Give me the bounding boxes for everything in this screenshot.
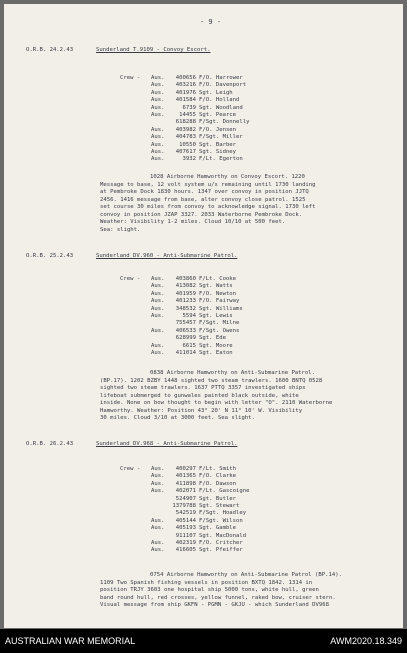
crew-service: Aus.	[151, 539, 165, 546]
crew-service: Aus.	[151, 141, 165, 148]
orb-date: O.R.B. 26.2.43	[26, 441, 74, 447]
narrative-line: Weather: Visibility 1-2 miles. Cloud 10/10 at 500 feet.	[100, 219, 286, 225]
crew-row	[120, 328, 319, 335]
crew-label	[120, 90, 151, 97]
crew-row	[120, 276, 319, 283]
crew-label	[120, 343, 151, 350]
crew-service-number: 402319	[175, 539, 196, 546]
crew-service-number: 400297	[175, 466, 196, 472]
narrative-line: band round hull, red crosses, yellow funnel, raked bow, cruiser stern.	[100, 594, 336, 601]
crew-service-number: 10550	[179, 141, 196, 148]
narrative-line: sighted two steam trawlers. 1637 PTTQ 3357 investigated ships	[100, 385, 306, 391]
crew-service-number: 628999	[175, 335, 196, 342]
crew-row	[120, 547, 319, 554]
crew-service: Aus.	[151, 156, 165, 163]
crew-service-number: 411014	[175, 349, 196, 356]
narrative	[100, 370, 390, 423]
crew-name: F/O. Clarke	[199, 473, 237, 480]
crew-name: Sgt. Williams	[199, 305, 243, 312]
crew-service-number: 524907	[175, 495, 196, 502]
crew-service: Aus.	[151, 298, 165, 305]
section-title: Sunderland T.9109 - Convoy Escort.	[96, 47, 211, 53]
crew-name: F/O. Davenport	[199, 82, 247, 89]
crew-service: Aus.	[151, 75, 165, 81]
crew-name: Sgt. Lewis	[199, 312, 233, 319]
narrative-line: (BP.17). 1202 BZBY 1448 sighted two steam trawlers. 1600 BNTQ 0528	[100, 377, 323, 384]
crew-name: Sgt. Stewart	[199, 502, 240, 509]
section-heading	[26, 47, 211, 55]
crew-row	[120, 90, 319, 97]
crew-row	[120, 320, 319, 327]
crew-row	[120, 343, 319, 350]
crew-label	[120, 503, 151, 510]
crew-service-number: 413082	[175, 283, 196, 290]
crew-label	[120, 149, 151, 156]
crew-row	[120, 466, 319, 473]
crew-service-number: 405144	[175, 517, 196, 524]
crew-service-number: 401365	[175, 473, 196, 480]
crew-name: Sgt. Barber	[199, 141, 237, 148]
crew-row	[120, 134, 319, 141]
crew-service: Aus.	[151, 104, 165, 111]
crew-label	[120, 298, 151, 305]
crew-row	[120, 283, 319, 290]
narrative-line: lifeboat submerged to gunwales painted black outside, white	[100, 392, 299, 399]
narrative-line: convoy in position JZAP 3327. 2033 Waterborne Pembroke Dock.	[100, 211, 303, 218]
crew-row	[120, 503, 319, 510]
crew-label	[120, 540, 151, 547]
crew-row	[120, 105, 319, 112]
crew-service-number: 404783	[175, 134, 196, 141]
crew-service-number: 403216	[175, 82, 196, 89]
crew-name: Sgt. Leigh	[199, 89, 233, 96]
narrative-line: 2456. 1416 message from base, alter convoy close patrol. 1525	[100, 196, 306, 203]
crew-service: Aus.	[151, 305, 165, 312]
crew-row	[120, 112, 319, 119]
crew-list	[120, 75, 319, 164]
narrative-line: position TRJY 3603 one hospital ship 5000 tons, white hull, green	[100, 587, 319, 593]
crew-row	[120, 540, 319, 547]
crew-service: Aus.	[151, 276, 165, 282]
crew-name: Sgt. Butler	[199, 495, 237, 502]
crew-label	[120, 283, 151, 290]
crew-service-number: 401584	[175, 97, 196, 104]
narrative-line: Hamworthy. Weather: Position 43° 20' N 11° 10' W. Visibility	[100, 407, 303, 414]
crew-label	[120, 320, 151, 327]
crew-service-number: 348532	[175, 305, 196, 312]
narrative-line: set course 30 miles from convoy to acknowledge signal. 1730 left	[100, 204, 316, 210]
institution-name: AUSTRALIAN WAR MEMORIAL	[5, 636, 136, 646]
crew-name: F/O. Critcher	[199, 539, 243, 546]
crew-label	[120, 142, 151, 149]
crew-service-number: 14455	[179, 111, 196, 118]
crew-label	[120, 156, 151, 163]
crew-service-number: 411898	[175, 480, 196, 487]
crew-service: Aus.	[151, 349, 165, 356]
crew-row	[120, 488, 319, 495]
crew-row	[120, 481, 319, 488]
crew-service-number: 5594	[182, 312, 196, 319]
crew-name: F/Sgt. Wilson	[199, 517, 243, 524]
crew-name: F/O. Harrower	[199, 75, 243, 81]
crew-service	[151, 320, 169, 327]
crew-service	[151, 119, 169, 126]
crew-service-number: 416605	[175, 547, 196, 554]
orb-date: O.R.B. 25.2.43	[26, 253, 74, 259]
crew-row	[120, 127, 319, 134]
crew-name: Sgt. Watts	[199, 283, 233, 290]
crew-name: F/O. Newton	[199, 290, 237, 297]
crew-service-number: 3932	[182, 156, 196, 163]
narrative-line: Visual message from ship GKFN - PGMN - GKJU - which Sunderland DV968	[100, 602, 330, 608]
crew-service-number: 6739	[182, 104, 196, 111]
crew-service: Aus.	[151, 312, 165, 319]
crew-name: Sgt. Eaton	[199, 349, 233, 356]
narrative-line: Message to base, 12 volt system u/s remaining until 1730 landing	[100, 181, 316, 188]
crew-service	[151, 496, 169, 503]
crew-service: Aus.	[151, 148, 165, 155]
crew-label	[120, 119, 151, 126]
crew-row	[120, 75, 319, 82]
crew-service: Aus.	[151, 342, 165, 349]
crew-row	[120, 335, 319, 342]
crew-label	[120, 82, 151, 89]
crew-label	[120, 306, 151, 313]
crew-label	[120, 518, 151, 525]
crew-name: F/O. Dawson	[199, 480, 237, 487]
crew-service	[151, 503, 169, 510]
crew-service: Aus.	[151, 89, 165, 96]
crew-service: Aus.	[151, 473, 165, 480]
crew-label	[120, 127, 151, 134]
crew-service-number: 1379788	[172, 502, 196, 509]
crew-label	[120, 525, 151, 532]
crew-service: Aus.	[151, 547, 165, 554]
crew-service-number: 407617	[175, 148, 196, 155]
crew-service-number: 401976	[175, 89, 196, 96]
narrative-line: 30 miles. Cloud 3/10 at 3000 feet. Sea slight.	[100, 415, 255, 421]
crew-service: Aus.	[151, 517, 165, 524]
crew-name: F/Lt. Gascoigne	[199, 488, 250, 495]
crew-name: Sgt. Sidney	[199, 148, 237, 155]
crew-service: Aus.	[151, 327, 165, 334]
crew-service: Aus.	[151, 466, 165, 472]
crew-name: Sgt. Pearce	[199, 111, 237, 118]
crew-service-number: 401959	[175, 290, 196, 297]
crew-name: F/O. Jensen	[199, 126, 237, 133]
typed-record	[4, 4, 403, 628]
crew-list	[120, 276, 319, 357]
crew-name: Sgt. Gamble	[199, 525, 237, 532]
crew-label: Crew -	[120, 466, 141, 472]
crew-row	[120, 525, 319, 532]
crew-row	[120, 82, 319, 89]
crew-name: F/Lt. Smith	[199, 466, 237, 472]
page-number: - 9 -	[200, 18, 222, 26]
crew-label	[120, 473, 151, 480]
crew-name: F/Lt. Cooke	[199, 276, 237, 282]
crew-label	[120, 313, 151, 320]
crew-name: Sgt. Moore	[199, 342, 233, 349]
crew-name: F/Sgt. Milne	[199, 320, 240, 327]
crew-row	[120, 306, 319, 313]
crew-service-number: 405193	[175, 525, 196, 532]
crew-service-number: 400656	[175, 75, 196, 81]
crew-service: Aus.	[151, 290, 165, 297]
crew-name: Sgt. Woodland	[199, 104, 243, 111]
crew-service: Aus.	[151, 480, 165, 487]
crew-name: F/Sgt. Hoadley	[199, 510, 247, 517]
crew-service-number: 402071	[175, 488, 196, 495]
crew-label	[120, 291, 151, 298]
crew-service-number: 618288	[175, 119, 196, 126]
crew-service-number: 403860	[175, 276, 196, 282]
crew-service-number: 911107	[175, 532, 196, 539]
crew-name: F/Sgt. Owens	[199, 327, 240, 334]
crew-row	[120, 142, 319, 149]
crew-service	[151, 510, 169, 517]
narrative-line: 1028 Airborne Hamworthy on Convoy Escort. 1220	[150, 174, 305, 180]
crew-label	[120, 335, 151, 342]
crew-row	[120, 313, 319, 320]
crew-row	[120, 350, 319, 357]
crew-label	[120, 134, 151, 141]
crew-service-number: 406533	[175, 327, 196, 334]
reference-number: AWM2020.18.349	[330, 636, 402, 646]
crew-label	[120, 112, 151, 119]
narrative-line: 0754 Airborne Hamworthy on Anti-Submarine Patrol (BP.14).	[150, 572, 342, 578]
crew-label	[120, 328, 151, 335]
crew-name: F/Lt. Egerton	[199, 156, 243, 163]
narrative-line: 1109 Two Spanish fishing vessels in position BXTQ 1842. 1314 in	[100, 579, 313, 586]
crew-name: Sgt. Pfeiffer	[199, 547, 243, 554]
crew-service	[151, 335, 169, 342]
narrative-line: at Pembroke Dock 1830 hours. 1347 over convoy in position JJTQ	[100, 189, 309, 195]
footer-bar	[0, 629, 407, 653]
section-heading	[26, 441, 237, 449]
crew-row	[120, 510, 319, 517]
orb-date: O.R.B. 24.2.43	[26, 47, 74, 53]
crew-label	[120, 533, 151, 540]
crew-label: Crew -	[120, 75, 141, 81]
crew-label	[120, 547, 151, 554]
crew-service: Aus.	[151, 283, 165, 290]
section-title: Sunderland DV.968 - Anti-Submarine Patrol.	[96, 441, 238, 447]
crew-service-number: 403982	[175, 126, 196, 133]
crew-name: Sgt. MacDonald	[199, 532, 247, 539]
crew-service-number: 401233	[175, 298, 196, 305]
narrative	[100, 174, 390, 234]
crew-name: F/Sgt. Donnelly	[199, 119, 250, 126]
crew-row	[120, 518, 319, 525]
crew-service-number: 542519	[175, 510, 196, 517]
section-heading	[26, 253, 237, 261]
crew-row	[120, 149, 319, 156]
crew-label	[120, 97, 151, 104]
crew-list	[120, 466, 319, 555]
narrative-line: Sea: slight.	[100, 226, 141, 233]
crew-service: Aus.	[151, 82, 165, 89]
crew-service: Aus.	[151, 488, 165, 495]
crew-row	[120, 298, 319, 305]
section-title: Sunderland DV.960 - Anti-Submarine Patrol.	[96, 253, 238, 259]
crew-row	[120, 473, 319, 480]
crew-label	[120, 488, 151, 495]
crew-name: F/O. Holland	[199, 97, 240, 104]
crew-row	[120, 97, 319, 104]
crew-service: Aus.	[151, 126, 165, 133]
narrative-line: 0838 Airborne Hamworthy on Anti-Submarine Patrol.	[150, 370, 316, 376]
document-page	[4, 4, 403, 628]
crew-name: Sgt. Ede	[199, 335, 226, 342]
crew-row	[120, 119, 319, 126]
crew-name: F/O. Fairway	[199, 298, 240, 305]
crew-service	[151, 533, 169, 540]
crew-row	[120, 533, 319, 540]
crew-name: F/Sgt. Miller	[199, 134, 243, 141]
crew-label	[120, 496, 151, 503]
crew-service: Aus.	[151, 97, 165, 104]
crew-service: Aus.	[151, 134, 165, 141]
crew-label: Crew -	[120, 276, 141, 282]
narrative-line: inside. None on bow thought to begin with letter "O". 2110 Waterborne	[100, 400, 333, 406]
crew-row	[120, 291, 319, 298]
crew-row	[120, 156, 319, 163]
crew-service: Aus.	[151, 525, 165, 532]
crew-service-number: 755457	[175, 320, 196, 327]
crew-label	[120, 105, 151, 112]
crew-service: Aus.	[151, 111, 165, 118]
crew-label	[120, 510, 151, 517]
narrative	[100, 572, 390, 610]
crew-service-number: 6615	[182, 342, 196, 349]
crew-label	[120, 350, 151, 357]
crew-label	[120, 481, 151, 488]
crew-row	[120, 496, 319, 503]
